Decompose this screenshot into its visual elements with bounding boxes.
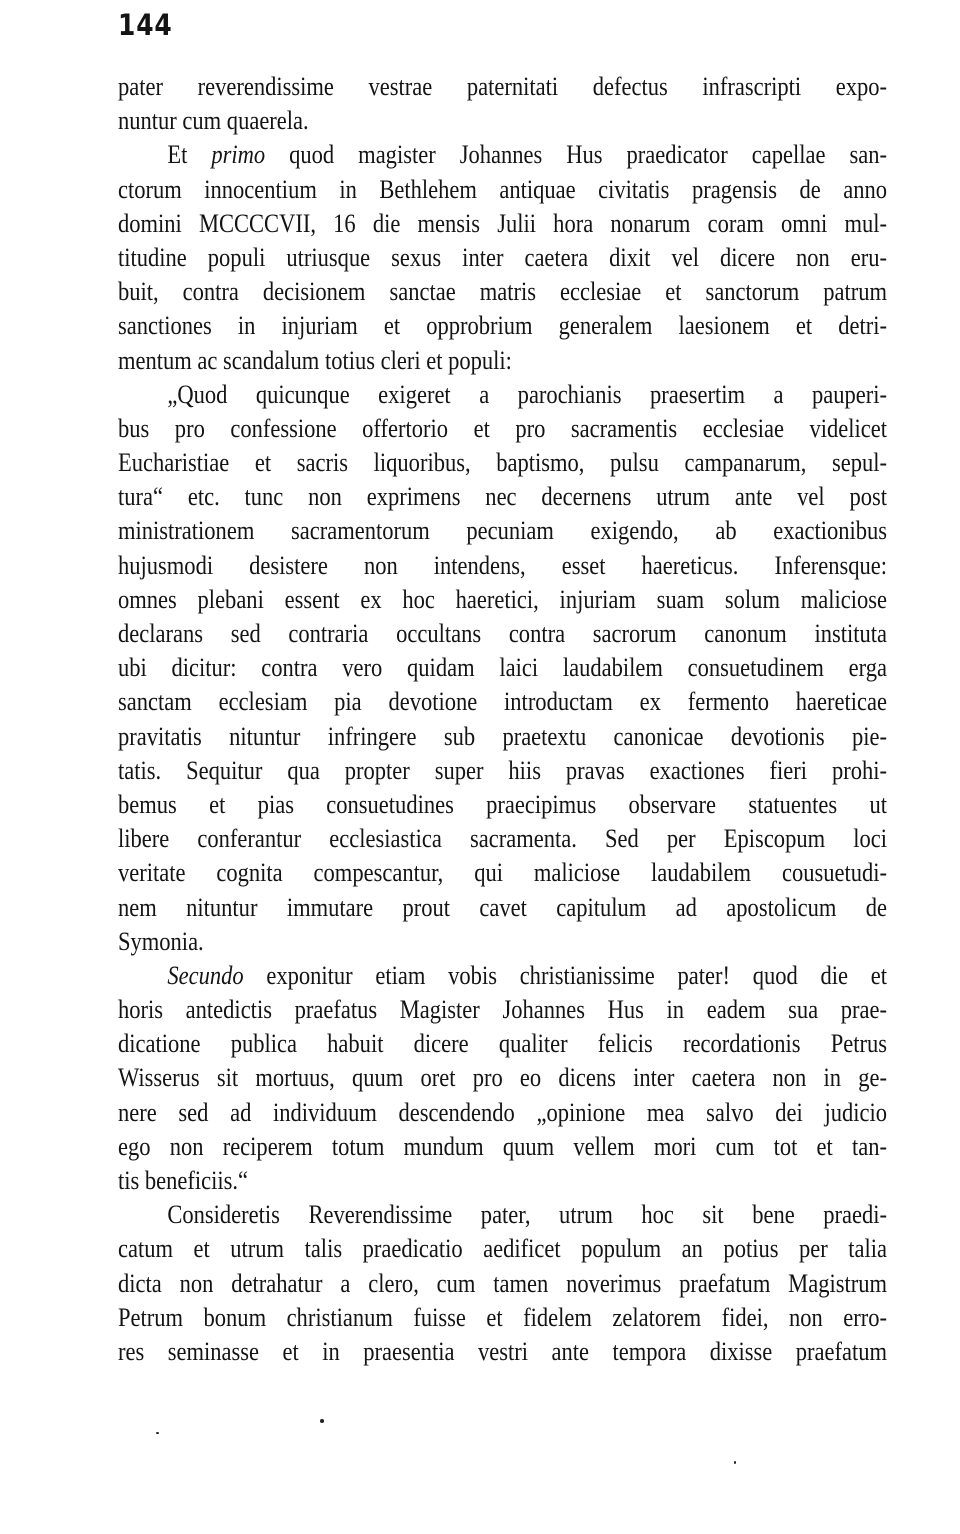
- text-line: catum et utrum talis praedicatio aedificet populum an potius per talia: [118, 1234, 888, 1264]
- ink-speck: [320, 1419, 324, 1423]
- text-line: dicta non detrahatur a clero, cum tamen noverimus praefatum Magistrum: [118, 1268, 888, 1298]
- text-line: pater reverendissime vestrae paternitati defectus infrascripti expo-: [118, 72, 888, 101]
- text-line: veritate cognita compescantur, qui maliciose laudabilem cousuetudi-: [118, 858, 888, 888]
- text-line: domini MCCCCVII, 16 die mensis Julii hora nonarum coram omni mul-: [118, 208, 888, 238]
- text-line: Wisserus sit mortuus, quum oret pro eo dicens inter caetera non in ge-: [118, 1063, 888, 1093]
- emphasized-word: Secundo: [167, 960, 244, 990]
- text-line: sanctam ecclesiam pia devotione introductam ex fermento haereticae: [118, 687, 888, 717]
- line-lead-text: Et: [167, 140, 212, 170]
- text-line: res seminasse et in praesentia vestri ante tempora dixisse praefatum: [118, 1336, 888, 1366]
- ink-speck: [156, 1432, 159, 1434]
- line-text: quod magister Johannes Hus praedicator capellae san-: [265, 140, 888, 170]
- text-line: [118, 138, 887, 172]
- text-line: bus pro confessione offertorio et pro sacramentis ecclesiae videlicet: [118, 413, 888, 443]
- text-line: Eucharistiae et sacris liquoribus, baptismo, pulsu campanarum, sepul-: [118, 448, 888, 478]
- text-line: sanctiones in injuriam et opprobrium generalem laesionem et detri-: [118, 311, 888, 341]
- text-line: dicatione publica habuit dicere qualiter felicis recordationis Petrus: [118, 1029, 888, 1059]
- text-line: mentum ac scandalum totius cleri et populi:: [118, 345, 512, 375]
- text-line: Petrum bonum christianum fuisse et fidelem zelatorem fidei, non erro-: [118, 1302, 888, 1332]
- emphasized-word: primo: [211, 140, 266, 170]
- text-line: Consideretis Reverendissime pater, utrum hoc sit bene praedi-: [167, 1200, 888, 1230]
- text-line: Symonia.: [118, 926, 204, 956]
- text-line: tatis. Sequitur qua propter super hiis pravas exactiones fieri prohi-: [118, 755, 888, 785]
- text-line: tura“ etc. tunc non exprimens nec decernens utrum ante vel post: [118, 482, 888, 512]
- body-text: [118, 70, 887, 1369]
- text-line: declarans sed contraria occultans contra sacrorum canonum instituta: [118, 619, 888, 648]
- text-line: buit, contra decisionem sanctae matris ecclesiae et sanctorum patrum: [118, 277, 888, 307]
- text-line: horis antedictis praefatus Magister Johannes Hus in eadem sua prae-: [118, 995, 888, 1025]
- text-line: [118, 959, 887, 993]
- text-line: ministrationem sacramentorum pecuniam exigendo, ab exactionibus: [118, 516, 888, 546]
- text-line: ctorum innocentium in Bethlehem antiquae civitatis pragensis de anno: [118, 174, 888, 204]
- text-line: hujusmodi desistere non intendens, esset haereticus. Inferensque:: [118, 550, 888, 580]
- text-line: libere conferantur ecclesiastica sacramenta. Sed per Episcopum loci: [118, 824, 888, 854]
- text-line: nere sed ad individuum descendendo „opinione mea salvo dei judicio: [118, 1097, 888, 1127]
- text-line: bemus et pias consuetudines praecipimus observare statuentes ut: [118, 789, 888, 819]
- text-line: tis beneficiis.“: [118, 1166, 249, 1195]
- ink-speck: [734, 1461, 736, 1464]
- text-line: titudine populi utriusque sexus inter caetera dixit vel dicere non eru-: [118, 242, 888, 272]
- text-line: omnes plebani essent ex hoc haeretici, injuriam suam solum maliciose: [118, 584, 888, 614]
- text-line: nuntur cum quaerela.: [118, 106, 309, 136]
- page-number: 144: [118, 8, 173, 42]
- text-line: ubi dicitur: contra vero quidam laici laudabilem consuetudinem erga: [118, 653, 888, 683]
- line-text: exponitur etiam vobis christianissime pater! quod die et: [243, 960, 888, 990]
- text-line: ego non reciperem totum mundum quum vellem mori cum tot et tan-: [118, 1131, 888, 1161]
- text-line: pravitatis nituntur infringere sub praetextu canonicae devotionis pie-: [118, 721, 888, 751]
- text-line: „Quod quicunque exigeret a parochianis praesertim a pauperi-: [167, 379, 888, 409]
- text-line: nem nituntur immutare prout cavet capitulum ad apostolicum de: [118, 892, 888, 922]
